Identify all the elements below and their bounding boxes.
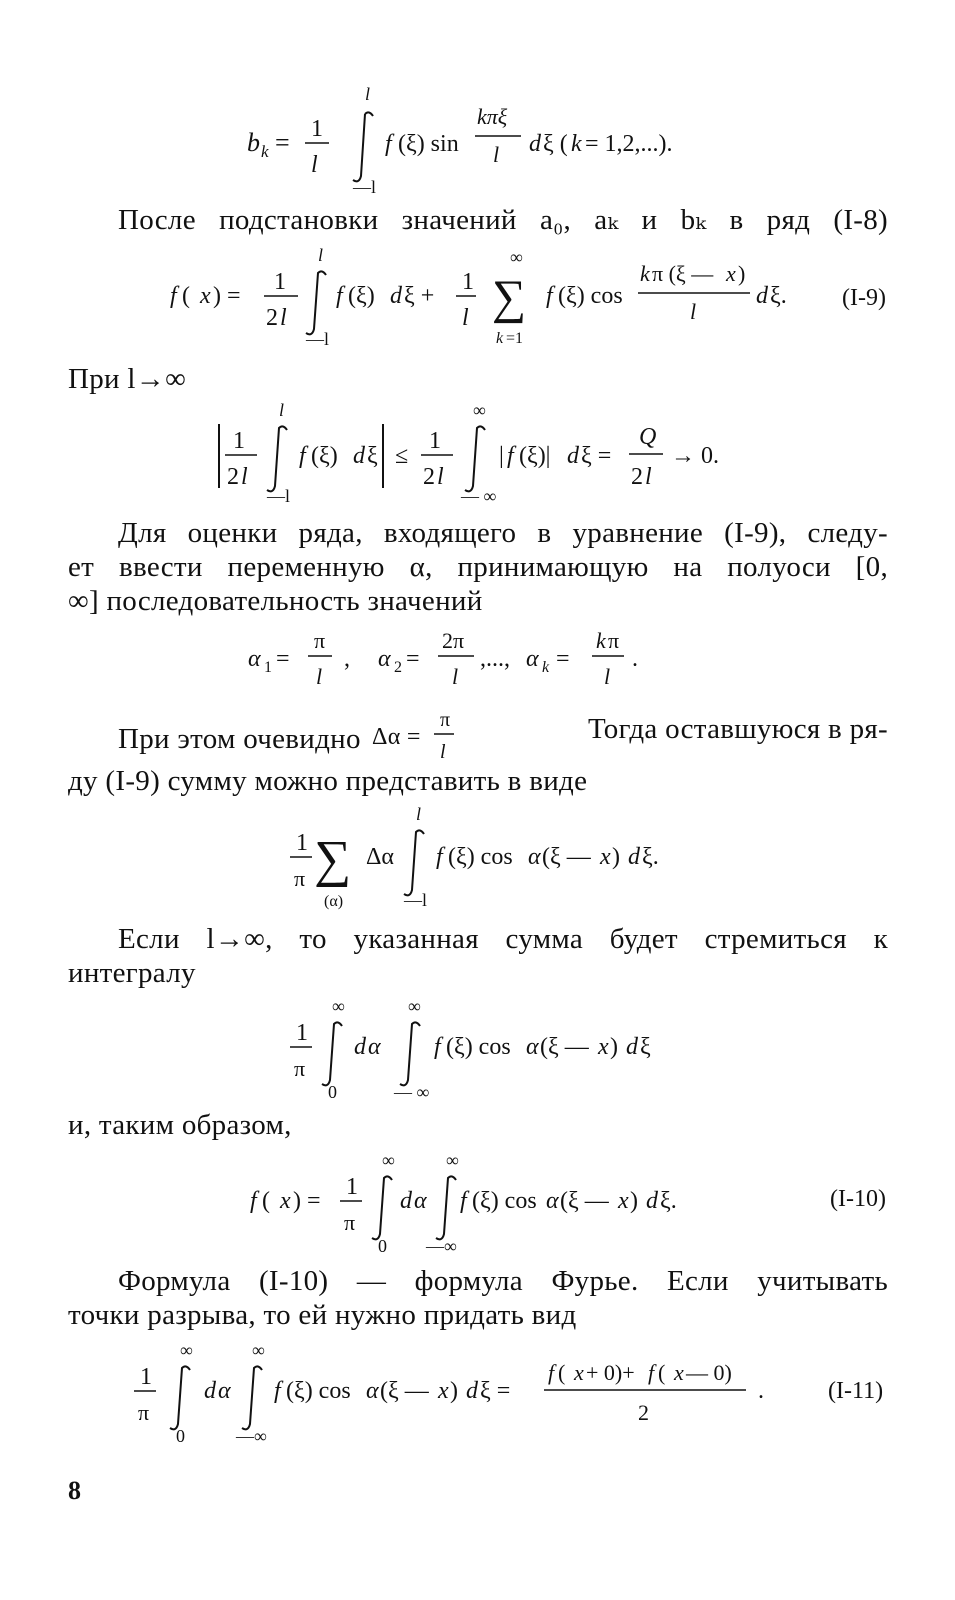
svg-text:d: d <box>400 1188 412 1214</box>
svg-text:ξ.: ξ. <box>642 844 659 870</box>
svg-text:∞: ∞ <box>473 400 486 420</box>
svg-text:x: x <box>438 1378 449 1404</box>
svg-text:—∞: —∞ <box>236 1426 267 1446</box>
svg-text:α: α <box>368 1034 381 1060</box>
svg-text:π: π <box>294 1056 306 1081</box>
svg-text:d: d <box>626 1034 638 1060</box>
svg-text:—l: —l <box>404 890 428 910</box>
svg-text:f: f <box>434 1034 441 1060</box>
paragraph-estimate-line3 <box>68 584 483 618</box>
svg-text:1: 1 <box>346 1174 358 1200</box>
svg-text:k: k <box>640 261 650 286</box>
svg-text:(ξ) cos: (ξ) cos <box>448 844 513 870</box>
svg-text:(ξ): (ξ) <box>348 283 375 309</box>
svg-text:d: d <box>756 283 768 309</box>
text-line: точки разрыва, то ей нужно придать вид <box>68 1299 577 1331</box>
svg-text:α: α <box>526 646 539 672</box>
svg-text:): ) <box>610 1034 618 1060</box>
paragraph-estimate-line1 <box>118 516 888 550</box>
svg-text:l: l <box>279 400 285 420</box>
svg-text:(: ( <box>558 1360 566 1385</box>
svg-text:x: x <box>280 1188 291 1214</box>
svg-text:α: α <box>528 844 541 870</box>
svg-text:.: . <box>632 646 638 672</box>
svg-text:2: 2 <box>638 1400 649 1425</box>
svg-text:(ξ —: (ξ — <box>540 1034 589 1060</box>
svg-text:f: f <box>170 283 177 309</box>
svg-text:f: f <box>460 1188 467 1214</box>
svg-text:2π: 2π <box>442 628 465 653</box>
text-line: интегралу <box>68 957 196 989</box>
text-line: При l→∞ <box>68 363 187 395</box>
svg-text:(α): (α) <box>324 893 344 910</box>
svg-text:α: α <box>546 1188 559 1214</box>
svg-text:(ξ —: (ξ — <box>542 844 591 870</box>
svg-text:0: 0 <box>328 1082 337 1102</box>
paragraph-delta <box>118 712 888 762</box>
svg-text:l: l <box>645 464 652 490</box>
svg-text:l: l <box>318 245 324 265</box>
equation-number-i9: (I-9) <box>842 285 886 311</box>
text-line: и, таким образом, <box>68 1109 292 1141</box>
svg-text:2: 2 <box>394 659 402 676</box>
svg-text:— 0): — 0) <box>686 1360 732 1385</box>
svg-text:Δα =: Δα = <box>372 724 422 750</box>
text-line: ду (I-9) сумму можно представить в виде <box>68 765 588 797</box>
formula-i9 <box>170 245 810 356</box>
svg-text:f: f <box>274 1378 281 1404</box>
svg-text:f: f <box>299 443 306 469</box>
paragraph-limit <box>68 362 186 396</box>
text-line: Если l→∞, то указанная сумма будет стремиться к <box>118 923 888 955</box>
svg-text:ξ.: ξ. <box>660 1188 677 1214</box>
svg-text:l: l <box>493 142 500 167</box>
formula-i11 <box>134 1340 814 1451</box>
svg-text:f: f <box>250 1188 257 1214</box>
svg-text:f: f <box>546 283 553 309</box>
svg-text:2: 2 <box>423 464 435 490</box>
svg-text:∞: ∞ <box>510 247 523 267</box>
svg-text:1: 1 <box>140 1364 152 1390</box>
svg-text:→ 0.: → 0. <box>671 443 719 469</box>
svg-text:d: d <box>353 443 365 469</box>
svg-text:d: d <box>567 443 579 469</box>
svg-text:k: k <box>496 330 504 347</box>
svg-text:π: π <box>314 628 326 653</box>
svg-text:(ξ) cos: (ξ) cos <box>446 1034 511 1060</box>
svg-text:x: x <box>598 1034 609 1060</box>
svg-text:π: π <box>138 1400 150 1425</box>
svg-text:α: α <box>218 1378 231 1404</box>
svg-text:(ξ): (ξ) <box>311 443 338 469</box>
svg-text:,...,: ,..., <box>480 646 510 672</box>
svg-text:∞: ∞ <box>382 1150 395 1170</box>
svg-text:): ) <box>450 1378 458 1404</box>
svg-text:l: l <box>316 664 323 689</box>
svg-text:l: l <box>437 464 444 490</box>
svg-text:π: π <box>344 1210 356 1235</box>
svg-text:f: f <box>336 283 343 309</box>
svg-text:x: x <box>674 1360 684 1385</box>
svg-text:≤: ≤ <box>395 443 409 469</box>
svg-text:|: | <box>499 443 504 469</box>
svg-text:f: f <box>385 131 392 157</box>
svg-text:=1: =1 <box>506 330 524 347</box>
svg-text:0: 0 <box>176 1426 185 1446</box>
svg-text:(ξ) cos: (ξ) cos <box>286 1378 351 1404</box>
svg-text:l: l <box>462 305 469 331</box>
svg-text:k: k <box>542 659 550 676</box>
svg-text:=: = <box>275 128 290 157</box>
paragraph-fourier-line2 <box>68 1298 577 1332</box>
svg-text:f: f <box>436 844 443 870</box>
formula-i10 <box>250 1150 710 1261</box>
svg-text:l: l <box>241 464 248 490</box>
svg-text:π: π <box>440 712 451 731</box>
svg-text:—l: —l <box>267 486 291 506</box>
svg-text:l: l <box>440 741 447 762</box>
svg-text:α: α <box>378 646 391 672</box>
svg-text:d: d <box>390 283 402 309</box>
svg-text:— ∞: — ∞ <box>394 1082 430 1102</box>
svg-text:l: l <box>690 299 697 324</box>
svg-text:1: 1 <box>296 1020 308 1046</box>
svg-text:l: l <box>365 84 371 104</box>
page-number: 8 <box>68 1476 81 1505</box>
svg-text:ξ.: ξ. <box>770 283 787 309</box>
svg-text:) =: ) = <box>213 283 241 309</box>
text-line: При этом очевидно <box>118 723 361 755</box>
svg-text:(ξ) cos: (ξ) cos <box>558 283 623 309</box>
svg-text:ξ: ξ <box>367 443 378 469</box>
paragraph-fourier-line1 <box>118 1264 888 1298</box>
svg-text:∑: ∑ <box>492 271 527 324</box>
svg-text:d: d <box>628 844 640 870</box>
svg-text:Q: Q <box>639 424 657 450</box>
svg-text:l: l <box>604 664 611 689</box>
svg-text:l: l <box>416 804 422 824</box>
svg-text:∑: ∑ <box>314 831 352 888</box>
svg-text:1: 1 <box>296 830 308 856</box>
svg-text:(ξ —: (ξ — <box>380 1378 429 1404</box>
svg-text:(: ( <box>658 1360 666 1385</box>
svg-text:ξ +: ξ + <box>404 283 435 309</box>
svg-text:(: ( <box>262 1188 270 1214</box>
svg-text:f: f <box>507 443 514 469</box>
svg-text:1: 1 <box>462 269 474 295</box>
text-line: После подстановки значений a₀, aₖ и bₖ в ряд (I-8) <box>118 204 888 236</box>
svg-text:x: x <box>726 261 736 286</box>
svg-text:l: l <box>452 664 459 689</box>
svg-text:ξ =: ξ = <box>480 1378 511 1404</box>
svg-text:x: x <box>600 844 611 870</box>
text-line: ∞] последовательность значений <box>68 585 483 617</box>
svg-text:2: 2 <box>631 464 643 490</box>
text-line: ет ввести переменную α, принимающую на полуоси [0, <box>68 551 888 583</box>
svg-text:b: b <box>247 128 260 157</box>
svg-text:ξ =: ξ = <box>581 443 612 469</box>
formula-estimate <box>215 400 735 511</box>
svg-text:kπξ: kπξ <box>477 104 508 129</box>
equation-number-i10: (I-10) <box>830 1186 886 1212</box>
formula-sum <box>290 806 690 917</box>
formula-double-integral <box>290 996 690 1107</box>
svg-text:α: α <box>526 1034 539 1060</box>
svg-text:0: 0 <box>378 1236 387 1256</box>
svg-text:α: α <box>248 646 261 672</box>
svg-text:): ) <box>630 1188 638 1214</box>
svg-text:=: = <box>276 646 290 672</box>
paragraph-thus <box>68 1108 292 1142</box>
svg-text:∞: ∞ <box>446 1150 459 1170</box>
svg-text:) =: ) = <box>293 1188 321 1214</box>
svg-text:x: x <box>618 1188 629 1214</box>
svg-text:k: k <box>571 131 582 157</box>
svg-text:,: , <box>344 646 350 672</box>
svg-text:x: x <box>200 283 211 309</box>
svg-text:k: k <box>596 628 606 653</box>
svg-text:—l: —l <box>306 329 330 349</box>
svg-text:1: 1 <box>429 428 441 454</box>
svg-text:—l: —l <box>353 177 377 197</box>
svg-text:k: k <box>261 142 269 161</box>
text-line: Тогда оставшуюся в ря- <box>587 713 888 745</box>
svg-text:∞: ∞ <box>408 996 421 1016</box>
paragraph-integral-line2 <box>68 956 196 990</box>
text-line: Формула (I-10) — формула Фурье. Если учитывать <box>118 1265 888 1297</box>
svg-text:): ) <box>738 261 746 286</box>
svg-text:d: d <box>529 131 541 157</box>
svg-text:): ) <box>612 844 620 870</box>
paragraph-integral-line1 <box>118 922 888 956</box>
svg-text:d: d <box>466 1378 478 1404</box>
svg-text:f: f <box>548 1360 555 1385</box>
svg-text:π (ξ —: π (ξ — <box>652 261 714 286</box>
svg-text:Δα: Δα <box>366 844 395 870</box>
svg-text:l: l <box>311 152 318 178</box>
paragraph-sum-intro <box>68 764 587 798</box>
svg-text:(ξ) sin: (ξ) sin <box>398 131 459 157</box>
svg-text:1: 1 <box>274 269 286 295</box>
formula-alpha-sequence <box>248 622 708 698</box>
svg-text:d: d <box>204 1378 216 1404</box>
svg-text:l: l <box>280 305 287 331</box>
svg-text:∞: ∞ <box>252 1340 265 1360</box>
svg-text:— ∞: — ∞ <box>461 486 497 506</box>
svg-text:π: π <box>608 628 620 653</box>
paragraph-estimate-line2 <box>68 550 888 584</box>
svg-text:=: = <box>556 646 570 672</box>
svg-text:∞: ∞ <box>180 1340 193 1360</box>
svg-text:d: d <box>354 1034 366 1060</box>
svg-text:(ξ) cos: (ξ) cos <box>472 1188 537 1214</box>
formula-bk <box>245 84 745 199</box>
svg-text:.: . <box>758 1378 764 1404</box>
svg-text:= 1,2,...).: = 1,2,...). <box>585 131 673 157</box>
svg-text:=: = <box>406 646 420 672</box>
svg-text:—∞: —∞ <box>426 1236 457 1256</box>
svg-text:+ 0)+: + 0)+ <box>586 1360 635 1385</box>
svg-text:d: d <box>646 1188 658 1214</box>
text-line: Для оценки ряда, входящего в уравнение (I-9), следу- <box>118 517 888 549</box>
svg-text:2: 2 <box>227 464 239 490</box>
delta-alpha-formula <box>368 712 458 762</box>
svg-text:1: 1 <box>264 659 272 676</box>
svg-text:ξ: ξ <box>640 1034 651 1060</box>
paragraph-substitution <box>118 203 888 237</box>
svg-text:2: 2 <box>266 305 278 331</box>
svg-text:ξ (: ξ ( <box>543 131 568 157</box>
svg-text:x: x <box>574 1360 584 1385</box>
svg-text:(ξ)|: (ξ)| <box>519 443 551 469</box>
svg-text:1: 1 <box>311 116 323 142</box>
svg-text:(: ( <box>182 283 190 309</box>
svg-text:(ξ —: (ξ — <box>560 1188 609 1214</box>
equation-number-i11: (I-11) <box>828 1378 884 1404</box>
svg-text:α: α <box>414 1188 427 1214</box>
svg-text:π: π <box>294 866 306 891</box>
svg-text:f: f <box>648 1360 655 1385</box>
svg-text:α: α <box>366 1378 379 1404</box>
svg-text:∞: ∞ <box>332 996 345 1016</box>
svg-text:1: 1 <box>233 428 245 454</box>
